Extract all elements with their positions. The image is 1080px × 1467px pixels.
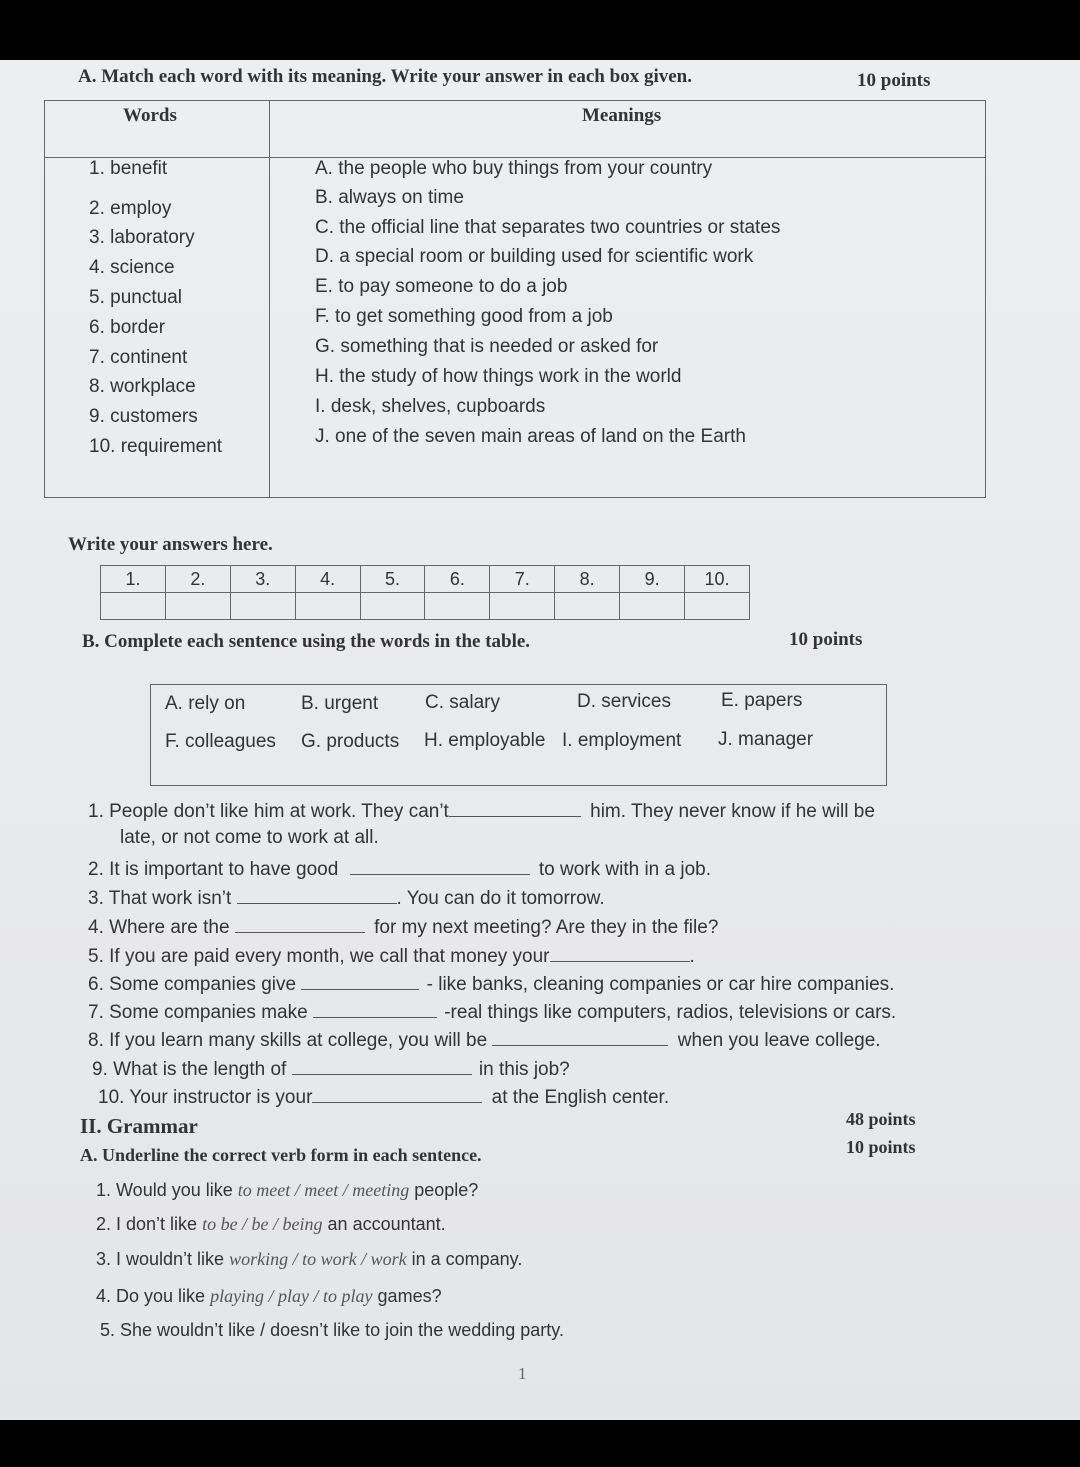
meaning-item: B. always on time [315,187,464,208]
sentence-text: 4. Where are the [88,917,230,938]
word-item: 9. customers [89,406,198,427]
word-bank-item: A. rely on [165,693,246,714]
grammar-item-1 [96,1180,478,1201]
sentence-text: in this job? [478,1059,570,1080]
grammar-item-4 [96,1286,442,1307]
grammar-title: II. Grammar [80,1114,198,1138]
grammar-points: 48 points [846,1109,916,1129]
sentence-2 [88,856,711,881]
section-b-points: 10 points [789,629,863,650]
sentence-text: . [689,946,695,967]
answer-number: 3. [230,566,295,593]
answer-blank[interactable] [350,856,530,875]
answer-box[interactable] [230,593,295,620]
answer-box[interactable] [360,593,425,620]
meaning-item: G. something that is needed or asked for [315,336,659,357]
sentence-text: 2. It is important to have good [88,859,339,880]
word-bank-item: G. products [301,731,400,752]
sentence-text: 1. People don’t like him at work. They can’t [88,801,449,822]
meaning-item: D. a special room or building used for scientific work [315,246,754,267]
word-item: 8. workplace [89,376,196,397]
answer-number: 2. [165,566,230,593]
worksheet-page [0,60,1080,1420]
answer-blank[interactable] [313,999,437,1018]
sentence-text: when you leave college. [677,1030,881,1051]
answer-box[interactable] [101,593,166,620]
answer-box[interactable] [295,593,360,620]
answer-blank[interactable] [492,1027,668,1046]
page-number: 1 [518,1364,527,1383]
grammar-text: 2. I don’t like [96,1214,203,1234]
grammar-a-points: 10 points [846,1137,916,1157]
word-bank-item: I. employment [562,730,682,751]
word-bank [150,684,887,786]
verb-options[interactable]: working / to work / work [229,1249,407,1269]
grammar-text: games? [372,1286,442,1306]
words-column-header: Words [123,105,177,126]
grammar-text: 3. I wouldn’t like [96,1249,230,1269]
answers-label: Write your answers here. [68,534,273,555]
sentence-text: 3. That work isn’t [88,888,232,909]
sentence-text: 8. If you learn many skills at college, you will be [88,1030,488,1051]
answer-box[interactable] [685,593,750,620]
grammar-text: an accountant. [322,1214,446,1234]
sentence-4 [88,914,718,939]
answer-box[interactable] [620,593,685,620]
sentence-3 [88,885,605,910]
answer-blank[interactable] [235,914,365,933]
sentence-text: 6. Some companies give [88,974,297,995]
word-bank-item: J. manager [718,729,814,750]
meaning-item: F. to get something good from a job [315,306,613,327]
answer-blank[interactable] [292,1056,472,1075]
answer-box[interactable] [490,593,555,620]
sentence-text: - like banks, cleaning companies or car hire companies. [426,974,895,995]
answer-box[interactable] [425,593,490,620]
sentence-text: 5. If you are paid every month, we call that money your [88,946,550,967]
sentence-text: for my next meeting? Are they in the file? [374,917,719,938]
grammar-text: 5. She wouldn’t like / doesn’t like to join the wedding party. [100,1320,564,1340]
verb-options[interactable]: to be / be / being [202,1214,323,1234]
sentence-8 [88,1027,881,1052]
grammar-text: in a company. [406,1249,523,1269]
word-bank-item: H. employable [424,730,546,751]
meaning-item: H. the study of how things work in the world [315,366,682,387]
answer-grid [100,565,750,620]
word-item: 4. science [89,257,175,278]
grammar-item-2 [96,1214,446,1235]
answer-blank[interactable] [301,971,419,990]
word-bank-item: E. papers [721,690,803,711]
word-item: 1. benefit [89,158,168,179]
meaning-item: E. to pay someone to do a job [315,276,568,297]
meaning-item: J. one of the seven main areas of land on the Earth [315,426,746,447]
answer-number: 5. [360,566,425,593]
answer-number: 7. [490,566,555,593]
sentence-text: . You can do it tomorrow. [396,888,605,909]
word-item: 2. employ [89,198,172,219]
sentence-6 [88,971,894,996]
table-column-divider [269,101,270,497]
word-item: 5. punctual [89,287,182,308]
answer-box[interactable] [555,593,620,620]
sentence-10 [98,1084,669,1109]
sentence-text: 7. Some companies make [88,1002,308,1023]
meanings-column-header: Meanings [582,105,662,126]
answer-blank[interactable] [449,798,581,817]
word-bank-item: D. services [577,691,671,712]
matching-table [44,100,986,498]
word-item: 3. laboratory [89,227,195,248]
section-b-title: B. Complete each sentence using the words in the table. [82,631,531,652]
answer-number: 8. [555,566,620,593]
meaning-item: I. desk, shelves, cupboards [315,396,546,417]
grammar-text: people? [409,1180,479,1200]
sentence-text: him. They never know if he will be [590,801,875,822]
answer-number: 10. [685,566,750,593]
grammar-text: 1. Would you like [96,1180,238,1200]
grammar-a-title: A. Underline the correct verb form in each sentence. [80,1145,482,1165]
grammar-text: 4. Do you like [96,1286,211,1306]
sentence-7 [88,999,896,1024]
word-item: 10. requirement [89,436,223,457]
answer-blank[interactable] [312,1084,482,1103]
verb-options[interactable]: playing / play / to play [210,1286,373,1306]
sentence-text: -real things like computers, radios, televisions or cars. [444,1002,897,1023]
grammar-item-5 [100,1320,564,1341]
meaning-item: C. the official line that separates two countries or states [315,217,781,238]
sentence-text: 9. What is the length of [92,1059,287,1080]
answer-number: 1. [101,566,166,593]
grammar-item-3 [96,1249,522,1270]
sentence-1 [88,798,875,823]
word-bank-item: F. colleagues [165,731,276,752]
sentence-text: at the English center. [491,1087,670,1108]
sentence-9 [92,1056,570,1081]
answer-blank[interactable] [550,943,690,962]
answer-blank[interactable] [237,885,397,904]
verb-options[interactable]: to meet / meet / meeting [237,1180,410,1200]
answer-number: 9. [620,566,685,593]
section-a-title: A. Match each word with its meaning. Write your answer in each box given. [78,66,692,87]
word-bank-item: B. urgent [301,693,379,714]
sentence-5 [88,943,695,968]
meaning-item: A. the people who buy things from your country [315,158,713,179]
section-a-points: 10 points [857,70,931,91]
answer-box[interactable] [165,593,230,620]
word-bank-item: C. salary [425,692,500,713]
sentence-1-cont: late, or not come to work at all. [120,827,379,848]
word-item: 6. border [89,317,166,338]
sentence-text: 10. Your instructor is your [98,1087,313,1108]
answer-number: 6. [425,566,490,593]
answer-number: 4. [295,566,360,593]
sentence-text: to work with in a job. [538,859,712,880]
word-item: 7. continent [89,347,188,368]
